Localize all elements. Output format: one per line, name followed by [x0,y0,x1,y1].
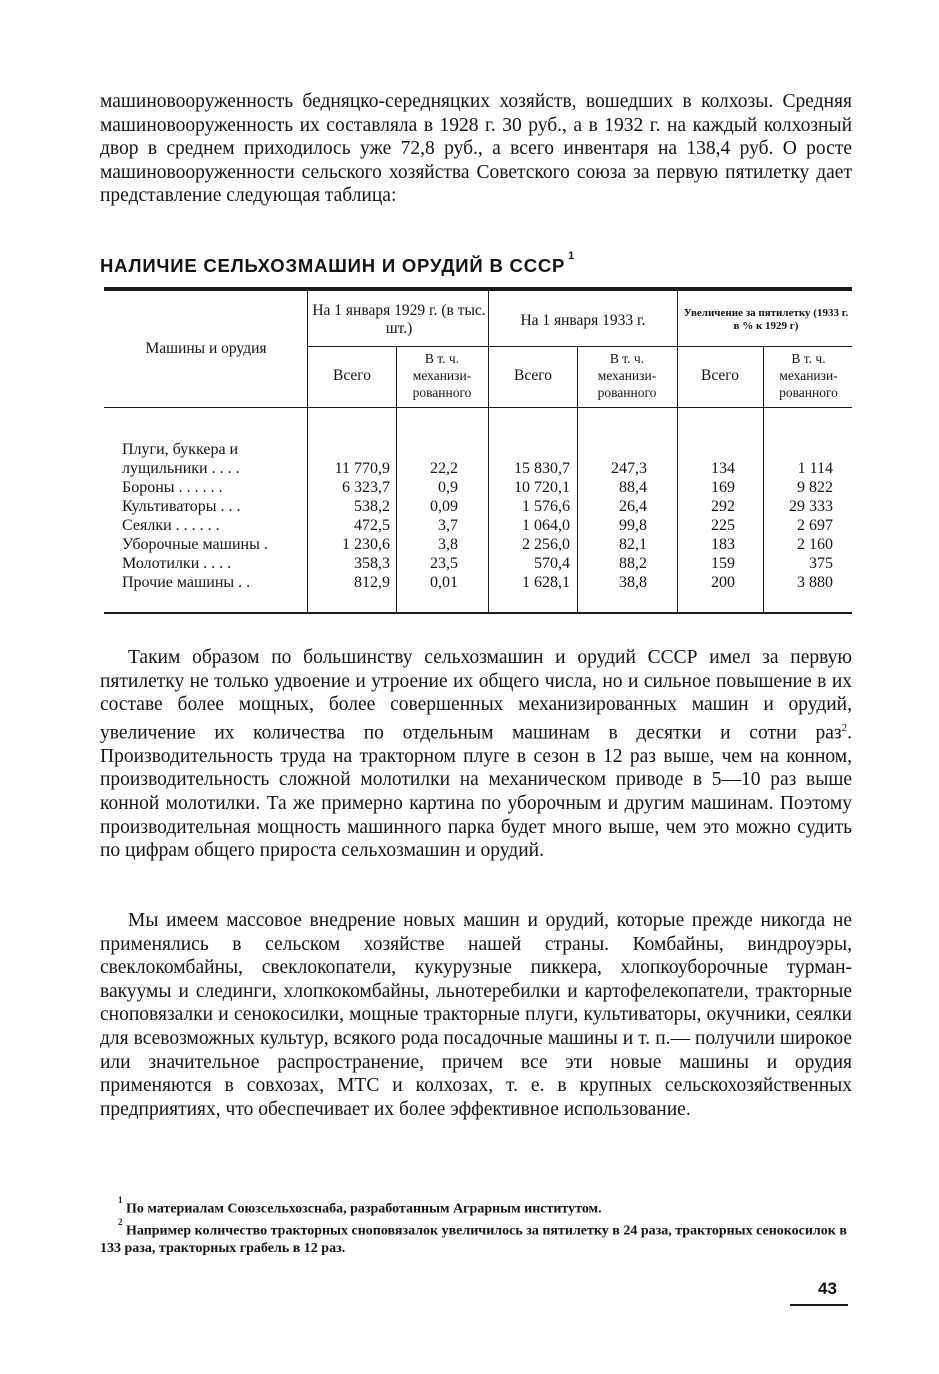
table-title [100,249,576,277]
table-title-text: НАЛИЧИЕ СЕЛЬХОЗМАШИН И ОРУДИЙ В СССР [100,255,566,276]
header-increase-mech [765,350,852,401]
table-title-footnote-mark: 1 [568,249,576,262]
row-label: лущильники . . . . [122,460,240,477]
cell-1933-mech: 88,4 [619,479,647,496]
cell-1933-total: 1 064,0 [522,517,570,534]
body-paragraph-text: Таким образом по большинству сельхозмашин и орудий СССР имел за первую пятилетку не только удвоение и утроение их общего числа, но и сильное повышение в их составе более мощных, более совершенных механизированных машин и орудий, увеличение их количества по отдельным машинам в десятки и сотни раз [100,647,852,744]
cell-increase-mech: 9 822 [797,479,833,496]
col-divider [677,291,678,612]
cell-increase-total: 225 [711,517,735,534]
col-divider [396,346,397,612]
cell-1933-total: 1 576,6 [522,498,570,515]
footnote-mark: 2 [118,1217,123,1228]
footnote [100,1218,852,1258]
header-mech-line1: В т. ч. [791,351,826,366]
cell-1933-mech: 247,3 [611,460,647,477]
col-divider [577,346,578,612]
cell-increase-mech: 3 880 [797,574,833,591]
cell-increase-mech: 375 [809,555,833,572]
col-divider [488,291,489,612]
footnotes [100,1196,852,1258]
footnote [100,1196,852,1218]
cell-increase-mech: 2 697 [797,517,833,534]
col-divider [763,346,764,612]
cell-increase-total: 292 [711,498,735,515]
cell-1929-total: 11 770,9 [334,460,390,477]
cell-1933-mech: 26,4 [619,498,647,515]
cell-increase-mech: 29 333 [789,498,833,515]
cell-1929-total: 472,5 [354,517,390,534]
cell-1933-total: 570,4 [534,555,570,572]
page-number-rule [790,1304,848,1306]
row-label: Прочие машины . . [122,574,251,591]
header-increase-total: Всего [700,367,739,384]
header-1933-total: Всего [513,367,552,384]
cell-1933-total: 15 830,7 [514,460,570,477]
row-label: Сеялки . . . . . . [122,517,220,534]
cell-1933-total: 1 628,1 [522,574,570,591]
cell-1933-mech: 99,8 [619,517,647,534]
cell-1929-mech: 3,7 [438,517,458,534]
cell-1933-mech: 82,1 [619,536,647,553]
header-1929: На 1 января 1929 г. (в тыс. шт.) [312,302,486,337]
cell-1929-mech: 22,2 [430,460,458,477]
table-top-rule [104,287,852,291]
intro-paragraph: машиновооруженность бедняцко-середняцких хозяйств, вошедших в колхозы. Средняя машиновооруженность их составляла в 1928 г. 30 руб., а в 1932 г. на каждый колхозный двор в среднем приходилось уже 72,8 руб., а всего инвентаря на 138,4 руб. О росте машиновооруженности сельского хозяйства Советского союза за первую пятилетку дает представление следующая таблица: [100,91,852,207]
cell-1929-mech: 3,8 [438,536,458,553]
footnote-text: По материалам Союзсельхозснаба, разработанным Аграрным институтом. [126,1201,602,1217]
header-1933: На 1 января 1933 г. [520,312,646,329]
cell-1929-total: 538,2 [354,498,390,515]
header-mech-line1: В т. ч. [424,351,460,366]
header-mech-line3: рованного [779,385,838,400]
footnote-mark: 1 [118,1195,123,1205]
cell-1929-total: 6 323,7 [342,479,390,496]
header-subgroup-rule [308,346,852,347]
cell-1929-total: 1 230,6 [342,536,390,553]
cell-increase-total: 134 [711,460,735,477]
cell-1933-total: 10 720,1 [514,479,570,496]
cell-increase-mech: 1 114 [797,460,833,477]
cell-increase-mech: 2 160 [797,536,833,553]
header-mech-line2: механизи- [597,368,657,383]
row-label: Плуги, буккера и [122,441,239,458]
cell-1929-total: 358,3 [354,555,390,572]
cell-1929-total: 812,9 [354,574,390,591]
cell-1929-mech: 0,01 [430,574,458,591]
header-bottom-rule [104,407,852,408]
body-paragraph: Мы имеем массовое внедрение новых машин и орудий, которые прежде никогда не применялись в сельском хозяйстве нашей страны. Комбайны, виндроуэры, свеклокомбайны, свеклокопатели, кукурузные пиккера, хлопкоуборочные турман-вакуумы и слединги, хлопкокомбайны, льнотеребилки и картофелекопатели, тракторные сноповязалки и сенокосилки, мощные тракторные плуги, культиваторы, окучники, сеялки для всевозможных культур, всякого рода посадочные машины и т. п.— получили широкое или значительное распространение, причем все эти новые машины и орудия применяются в совхозах, МТС и колхозах, т. е. в крупных сельскохозяйственных предприятиях, что обеспечивает их более эффективное использование. [100,910,852,1120]
cell-increase-total: 200 [711,574,735,591]
header-mech-line1: В т. ч. [609,351,645,366]
row-label: Молотилки . . . . [122,555,232,572]
body-paragraph-text: . Производительность труда на тракторном плуге в сезон в 12 раз выше, чем на конном, производительность сложной молотилки на механическом приводе в 5—10 раз выше конной молотилки. Та же примерно картина по уборочным и другим машинам. Поэтому производительная мощность машинного парка будет много выше, чем это можно судить по цифрам общего прироста сельхозмашин и орудий. [100,722,852,862]
page-number: 43 [818,1279,837,1298]
header-machines: Машины и орудия [145,340,267,357]
cell-1929-mech: 0,09 [430,498,458,515]
header-mech-line3: рованного [412,385,472,400]
cell-1933-total: 2 256,0 [522,536,570,553]
cell-increase-total: 169 [711,479,735,496]
table-bottom-rule [104,612,852,614]
row-label: Культиваторы . . . [122,498,241,515]
cell-1929-mech: 23,5 [430,555,458,572]
header-mech-line2: механизи- [779,368,838,383]
row-label: Бороны . . . . . . [122,479,223,496]
header-1929-total: Всего [332,367,371,384]
col-divider [307,291,308,612]
body-paragraph [100,646,852,863]
row-label: Уборочные машины . [122,536,268,553]
header-mech-line3: рованного [597,385,657,400]
header-mech-line2: механизи- [412,368,472,383]
cell-1933-mech: 88,2 [619,555,647,572]
cell-increase-total: 159 [711,555,735,572]
cell-1933-mech: 38,8 [619,574,647,591]
footnote-text: Например количество тракторных сноповязалок увеличилось за пятилетку в 24 раза, тракторных сенокосилок в 133 раза, тракторных грабель в 12 раз. [100,1223,847,1257]
header-1929-mech [398,350,486,401]
footnote-ref: 2 [841,721,848,734]
cell-increase-total: 183 [711,536,735,553]
header-increase: Увеличение за пятилетку (1933 г. в % к 1929 г) [683,307,849,332]
cell-1929-mech: 0,9 [438,479,458,496]
header-1933-mech [579,350,675,401]
